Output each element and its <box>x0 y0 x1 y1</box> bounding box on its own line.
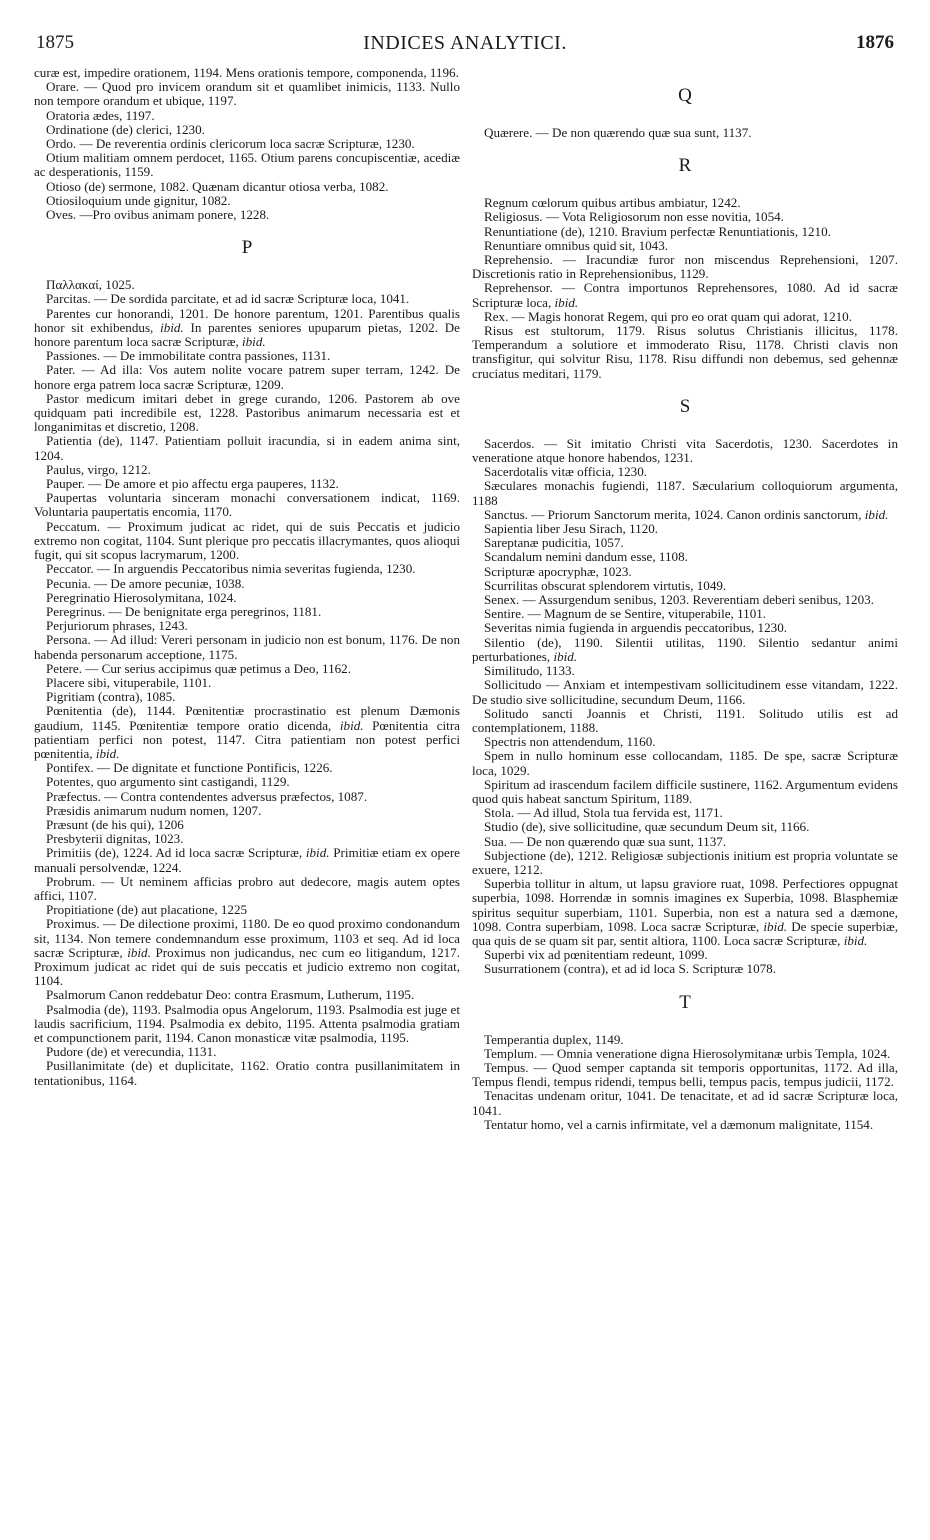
index-entry <box>34 562 460 576</box>
index-entry <box>34 477 460 491</box>
index-entry <box>472 707 898 735</box>
index-entry <box>472 522 898 536</box>
entry-text: Placere sibi, vituperabile, 1101. <box>46 674 212 690</box>
entry-text: Pœnitentia (de), 1144. Pœnitentiæ procrastinatio est plenum Dæmonis gaudium, 1145. Pœnitentiæ tempore oratio dicenda, <box>34 703 460 733</box>
entry-italic-ref: ibid. <box>242 334 266 350</box>
index-entry <box>34 662 460 676</box>
entry-text: Spiritum ad irascendum facilem difficile sustinere, 1162. Argumentum evidens quod quis habeat sanctum Spiritum, 1189. <box>472 776 898 806</box>
entry-text: Otioso (de) sermone, 1082. Quænam dicantur otiosa verba, 1082. <box>46 178 389 194</box>
index-entry <box>34 123 460 137</box>
entry-text: Quærere. — De non quærendo quæ sua sunt, 1137. <box>484 125 752 140</box>
index-entry <box>472 253 898 281</box>
index-entry <box>34 463 460 477</box>
index-entry <box>34 875 460 903</box>
entry-text: Studio (de), sive sollicitudine, quæ secundum Deum sit, 1166. <box>484 819 810 835</box>
index-entry <box>472 607 898 621</box>
index-entry <box>34 818 460 832</box>
index-entry <box>472 465 898 479</box>
entry-text: Pater. — Ad illa: Vos autem nolite vocare patrem super terram, 1242. De honore erga patrem loca sacræ Scripturæ, 1209. <box>34 362 460 392</box>
entry-text: Reprehensor. — Contra importunos Reprehensores, 1080. Ad id sacræ Scripturæ loca, <box>472 280 898 310</box>
entry-text: Pigritiam (contra), 1085. <box>46 689 176 705</box>
index-entry <box>472 508 898 522</box>
index-entry <box>472 749 898 777</box>
entry-text: Sanctus. — Priorum Sanctorum merita, 1024. Canon ordinis sanctorum, <box>484 506 865 522</box>
entry-text: Peregrinatio Hierosolymitana, 1024. <box>46 589 237 605</box>
index-entry <box>472 962 898 976</box>
index-entry <box>472 196 898 210</box>
entry-text: Susurrationem (contra), et ad id loca S. Scripturæ 1078. <box>484 961 777 977</box>
entry-text: Propitiatione (de) aut placatione, 1225 <box>46 902 248 918</box>
entry-text: Proximus. — De dilectione proximi, 1180. De eo quod proximo condonandum sit, 1134. Non temere condemnandum esse proximum, 1103 et seq. Ad id loca sacræ Scripturæ, <box>34 916 460 960</box>
entry-text: Sæculares monachis fugiendi, 1187. Sæcularium colloquiorum argumenta, 1188 <box>472 478 898 508</box>
section-letter: T <box>679 991 691 1013</box>
entry-text: Silentio (de), 1190. Silentii utilitas, 1190. Silentio sedantur animi perturbationes, <box>472 634 898 664</box>
entry-text: Oves. —Pro ovibus animam ponere, 1228. <box>46 207 270 223</box>
entry-text: Patientia (de), 1147. Patientiam polluit iracundia, si in eadem anima sint, 1204. <box>34 433 460 463</box>
index-entry <box>34 832 460 846</box>
index-entry <box>34 434 460 462</box>
index-entry <box>472 820 898 834</box>
index-entry <box>34 349 460 363</box>
entry-text: Pœnitentia citra patientiam perfici non potest, 1147. Citra patientiam non potest perfici pœnitentia, <box>34 717 460 761</box>
index-entry <box>34 1003 460 1046</box>
index-entry <box>34 988 460 1002</box>
index-entry <box>34 633 460 661</box>
entry-italic-ref: ibid. <box>339 717 364 733</box>
entry-text: Temperantia duplex, 1149. <box>484 1031 624 1047</box>
entry-text: Tentatur homo, vel a carnis infirmitate, vel a dæmonum malignitate, 1154. <box>484 1116 874 1132</box>
index-entry <box>472 565 898 579</box>
index-entry <box>34 790 460 804</box>
entry-text: Otiosiloquium unde gignitur, 1082. <box>46 192 231 208</box>
entry-text: Pudore (de) et verecundia, 1131. <box>46 1044 217 1060</box>
entry-text: Renuntiare omnibus quid sit, 1043. <box>484 237 669 253</box>
entry-text: Sentire. — Magnum de se Sentire, vituperabile, 1101. <box>484 606 767 622</box>
page-number-left: 1875 <box>36 32 74 53</box>
entry-text: Similitudo, 1133. <box>484 663 575 679</box>
entry-text: Petere. — Cur serius accipimus quæ petimus a Deo, 1162. <box>46 660 351 676</box>
index-entry <box>472 621 898 635</box>
page-header <box>0 32 930 62</box>
entry-text: Præsunt (de his qui), 1206 <box>46 816 184 832</box>
index-entry <box>34 1059 460 1087</box>
index-entry <box>34 761 460 775</box>
running-title: INDICES ANALYTICI. <box>363 32 567 54</box>
right-column <box>472 70 898 1132</box>
entry-text: Risus est stultorum, 1179. Risus solutus Christianis illicitus, 1178. Temperandum a solutiore et immoderato Risu, 1178. Christi clavis non transfigitur, qui solvitur Risu, 1178. Risu diffundi non debemus, sed gehennæ cruciatus meditari, 1179. <box>472 323 898 381</box>
entry-text: Primitiæ etiam ex opere manuali persolvendæ, 1224. <box>34 845 460 875</box>
entry-text: Probrum. — Ut neminem afficias probro aut dedecore, magis autem optes affici, 1107. <box>34 873 460 903</box>
entry-text: Passiones. — De immobilitate contra passiones, 1131. <box>46 348 331 364</box>
index-entry <box>472 678 898 706</box>
entry-text: Religiosus. — Vota Religiosorum non esse novitia, 1054. <box>484 209 784 225</box>
entry-text: Ordinatione (de) clerici, 1230. <box>46 121 205 137</box>
entry-italic-ref: ibid. <box>127 944 151 960</box>
entry-text: Pastor medicum imitari debet in grege curando, 1206. Pastorem ab ove quidquam pati incredibile est, 1228. Pastoribus animarum necessaria est et longanimitas et discretio, 1208. <box>34 390 460 435</box>
entry-text: De specie superbiæ, qua quis de se quam sit par, sentit altiora, 1100. Loca sacræ Scripturæ, <box>472 918 898 948</box>
entry-text: Solitudo sancti Joannis et Christi, 1191. Solitudo utilis est ad contemplationem, 1188. <box>472 705 898 735</box>
entry-text: Persona. — Ad illud: Vereri personam in judicio non est bonum, 1176. De non habenda personarum acceptione, 1175. <box>34 632 460 662</box>
entry-text: Pusillanimitate (de) et duplicitate, 1162. Oratio contra pusillanimitatem in tentationibus, 1164. <box>34 1058 460 1088</box>
index-entry <box>472 550 898 564</box>
entry-text: Spem in nullo hominum esse collocandam, 1185. De spe, sacræ Scripturæ loca, 1029. <box>472 748 898 778</box>
entry-text: Parentes cur honorandi, 1201. De honore parentum, 1201. Parentibus qualis honor sit exhibendus, <box>34 305 460 335</box>
index-entry <box>34 292 460 306</box>
index-entry <box>34 363 460 391</box>
index-entry <box>34 804 460 818</box>
index-entry <box>34 1045 460 1059</box>
index-entry <box>34 194 460 208</box>
entry-text: Παλλακαί, 1025. <box>46 277 135 293</box>
index-entry <box>34 307 460 350</box>
entry-text: Psalmodia (de), 1193. Psalmodia opus Angelorum, 1193. Psalmodia est juge et laudis sacrificium, 1194. Psalmodia ex debito, 1195. Attenta psalmodia gratiam et compunctionem parit, 1194. Canon monasticæ vitæ psalmodia, 1195. <box>34 1001 460 1045</box>
entry-text: Pontifex. — De dignitate et functione Pontificis, 1226. <box>46 760 333 776</box>
entry-text: Psalmorum Canon reddebatur Deo: contra Erasmum, Lutherum, 1195. <box>46 987 415 1003</box>
index-entry <box>472 1047 898 1061</box>
index-entry <box>472 806 898 820</box>
index-entry <box>472 479 898 507</box>
index-entry <box>472 948 898 962</box>
entry-text: Paulus, virgo, 1212. <box>46 461 151 477</box>
entry-italic-ref: ibid. <box>160 319 184 335</box>
entry-text: Sollicitudo — Anxiam et intempestivam sollicitudinem esse vitandam, 1222. De studio sive sollicitudine, secundum Deum, 1166. <box>472 677 898 707</box>
index-entry <box>472 835 898 849</box>
index-entry <box>34 605 460 619</box>
index-entry <box>34 80 460 108</box>
entry-text: Superbi vix ad pœnitentiam redeunt, 1099. <box>484 947 708 963</box>
index-entry <box>472 735 898 749</box>
entry-text: Spectris non attendendum, 1160. <box>484 734 656 750</box>
index-entry <box>472 1118 898 1132</box>
left-column <box>34 66 460 1088</box>
entry-text: Præfectus. — Contra contendentes adversus præfectos, 1087. <box>46 788 368 804</box>
entry-text: Primitiis (de), 1224. Ad id loca sacræ Scripturæ, <box>46 845 306 861</box>
entry-text: Sapientia liber Jesu Sirach, 1120. <box>484 521 659 537</box>
index-entry <box>472 126 898 140</box>
index-entry <box>34 704 460 761</box>
entry-text: Superbia tollitur in altum, ut lapsu graviore ruat, 1098. Perfectiores oppugnat superbia, 1098. Horrendæ in somnis imagines ex Superbia, 1098. Blasphemiæ spiritus sequitur superbiam, 1101. Superbia, non est a natura sed a dæmone, 1098. Contra superbiam, 1098. Loca sacræ Scripturæ, <box>472 876 898 934</box>
entry-italic-ref: ibid. <box>864 506 889 522</box>
entry-text: Subjectione (de), 1212. Religiosæ subjectionis initium est propria voluntate se exuere, 1212. <box>472 847 898 877</box>
section-letter: S <box>679 395 691 417</box>
index-entry <box>472 437 898 465</box>
index-entry <box>34 208 460 222</box>
entry-text: Scurrilitas obscurat splendorem virtutis, 1049. <box>484 577 727 593</box>
entry-text: Oratoria ædes, 1197. <box>46 107 155 123</box>
section-letter: R <box>678 155 692 177</box>
entry-italic-ref: ibid. <box>554 294 579 310</box>
index-entry <box>34 591 460 605</box>
entry-text: Peccatum. — Proximum judicat ac ridet, qui de suis Peccatis et judicio extremo non cogitat, 1104. Sunt plerique pro peccatis illacrymantes, quos alioqui fugit, qui sit scopus lacrymarum, 1200. <box>34 518 460 563</box>
index-entry <box>34 690 460 704</box>
index-entry <box>472 579 898 593</box>
entry-text: Orare. — Quod pro invicem orandum sit et quamlibet inimicis, 1133. Nullo non tempore orandum et ubique, 1197. <box>34 79 460 109</box>
entry-italic-ref: ibid. <box>553 648 578 664</box>
entry-text: Perjuriorum phrases, 1243. <box>46 618 188 634</box>
page-number-right: 1876 <box>856 32 894 53</box>
entry-italic-ref: ibid. <box>763 918 788 934</box>
entry-text: Sua. — De non quærendo quæ sua sunt, 1137. <box>484 833 727 849</box>
entry-text: Rex. — Magis honorat Regem, qui pro eo orat quam qui adorat, 1210. <box>484 308 853 324</box>
index-entry <box>34 491 460 519</box>
section-letter: P <box>241 237 253 259</box>
entry-text: Tempus. — Quod semper captanda sit temporis opportunitas, 1172. Ad illa, Tempus flendi, tempus ridendi, tempus belli, tempus pacis, tempus judicii, 1172. <box>472 1059 898 1090</box>
index-entry <box>472 536 898 550</box>
entry-text: Pecunia. — De amore pecuniæ, 1038. <box>46 575 245 591</box>
index-entry <box>34 278 460 292</box>
entry-text: Templum. — Omnia veneratione digna Hierosolymitanæ urbis Templa, 1024. <box>484 1045 891 1061</box>
entry-text: Præsidis animarum nudum nomen, 1207. <box>46 802 262 818</box>
entry-text: Sareptanæ pudicitia, 1057. <box>484 535 624 551</box>
entry-text: Parcitas. — De sordida parcitate, et ad id sacræ Scripturæ loca, 1041. <box>46 291 410 307</box>
entry-text: curæ est, impedire orationem, 1194. Mens orationis tempore, componenda, 1196. <box>34 65 459 80</box>
index-entry <box>472 239 898 253</box>
entry-text: Tenacitas undenam oritur, 1041. De tenacitate, et ad id sacræ Scripturæ loca, 1041. <box>472 1088 898 1118</box>
index-entry <box>34 109 460 123</box>
index-entry <box>34 917 460 988</box>
index-entry <box>34 520 460 563</box>
index-entry <box>472 310 898 324</box>
entry-text: Sacerdos. — Sit imitatio Christi vita Sacerdotis, 1230. Sacerdotes in veneratione atque honore habendos, 1231. <box>472 435 898 466</box>
entry-text: Proximus non judicandus, nec cum eo litigandum, 1217. Proximum judicat ac ridet qui de suis peccatis et judicio extremo non cogitat, 1104. <box>34 944 460 989</box>
index-entry <box>472 849 898 877</box>
index-entry <box>34 676 460 690</box>
entry-text: Potentes, quo argumento sint castigandi, 1129. <box>46 774 290 790</box>
index-entry <box>472 778 898 806</box>
index-entry <box>34 392 460 435</box>
entry-italic-ref: ibid. <box>305 845 330 861</box>
entry-text: In parentes seniores upuparum pietas, 1202. De honore parentum loca sacræ Scripturæ, <box>34 319 460 350</box>
index-entry <box>34 66 460 80</box>
index-entry <box>472 1061 898 1089</box>
index-entry <box>472 877 898 948</box>
index-entry <box>472 225 898 239</box>
index-entry <box>34 180 460 194</box>
index-entry <box>34 846 460 874</box>
entry-text: Senex. — Assurgendum senibus, 1203. Reverentiam deberi senibus, 1203. <box>484 592 874 608</box>
index-entry <box>472 324 898 381</box>
section-letter: Q <box>678 85 692 106</box>
index-entry <box>472 593 898 607</box>
entry-text: Sacerdotalis vitæ officia, 1230. <box>484 464 648 480</box>
entry-text: Pauper. — De amore et pio affectu erga pauperes, 1132. <box>46 476 339 492</box>
entry-text: Scandalum nemini dandum esse, 1108. <box>484 549 688 565</box>
entry-text: Severitas nimia fugienda in arguendis peccatoribus, 1230. <box>484 620 788 636</box>
index-entry <box>472 636 898 664</box>
entry-italic-ref: ibid. <box>95 745 120 761</box>
entry-text: Paupertas voluntaria sinceram monachi conversationem indicat, 1169. Voluntaria paupertatis encomia, 1170. <box>34 490 460 520</box>
index-entry <box>34 137 460 151</box>
entry-italic-ref: ibid. <box>843 932 868 948</box>
index-entry <box>472 1033 898 1047</box>
index-entry <box>34 619 460 633</box>
entry-text: Regnum cœlorum quibus artibus ambiatur, 1242. <box>484 195 741 211</box>
entry-text: Peregrinus. — De benignitate erga peregrinos, 1181. <box>46 603 322 619</box>
index-entry <box>34 903 460 917</box>
entry-text: Reprehensio. — Iracundiæ furor non miscendus Reprehensioni, 1207. Discretionis ratio in Reprehensionibus, 1129. <box>472 252 898 282</box>
entry-text: Otium malitiam omnem perdocet, 1165. Otium parens concupiscentiæ, acediæ ac desperationis, 1159. <box>34 150 460 180</box>
entry-text: Presbyterii dignitas, 1023. <box>46 831 184 847</box>
index-entry <box>472 210 898 224</box>
index-entry <box>34 577 460 591</box>
index-entry <box>472 664 898 678</box>
index-entry <box>34 151 460 179</box>
index-entry <box>472 1089 898 1117</box>
entry-text: Peccator. — In arguendis Peccatoribus nimia severitas fugienda, 1230. <box>46 561 416 577</box>
entry-text: Stola. — Ad illud, Stola tua fervida est, 1171. <box>484 805 723 821</box>
entry-text: Scripturæ apocryphæ, 1023. <box>484 563 632 579</box>
entry-text: Ordo. — De reverentia ordinis clericorum loca sacræ Scripturæ, 1230. <box>46 136 415 152</box>
index-entry <box>34 775 460 789</box>
entry-text: Renuntiatione (de), 1210. Bravium perfectæ Renuntiationis, 1210. <box>484 223 831 239</box>
index-entry <box>472 281 898 309</box>
